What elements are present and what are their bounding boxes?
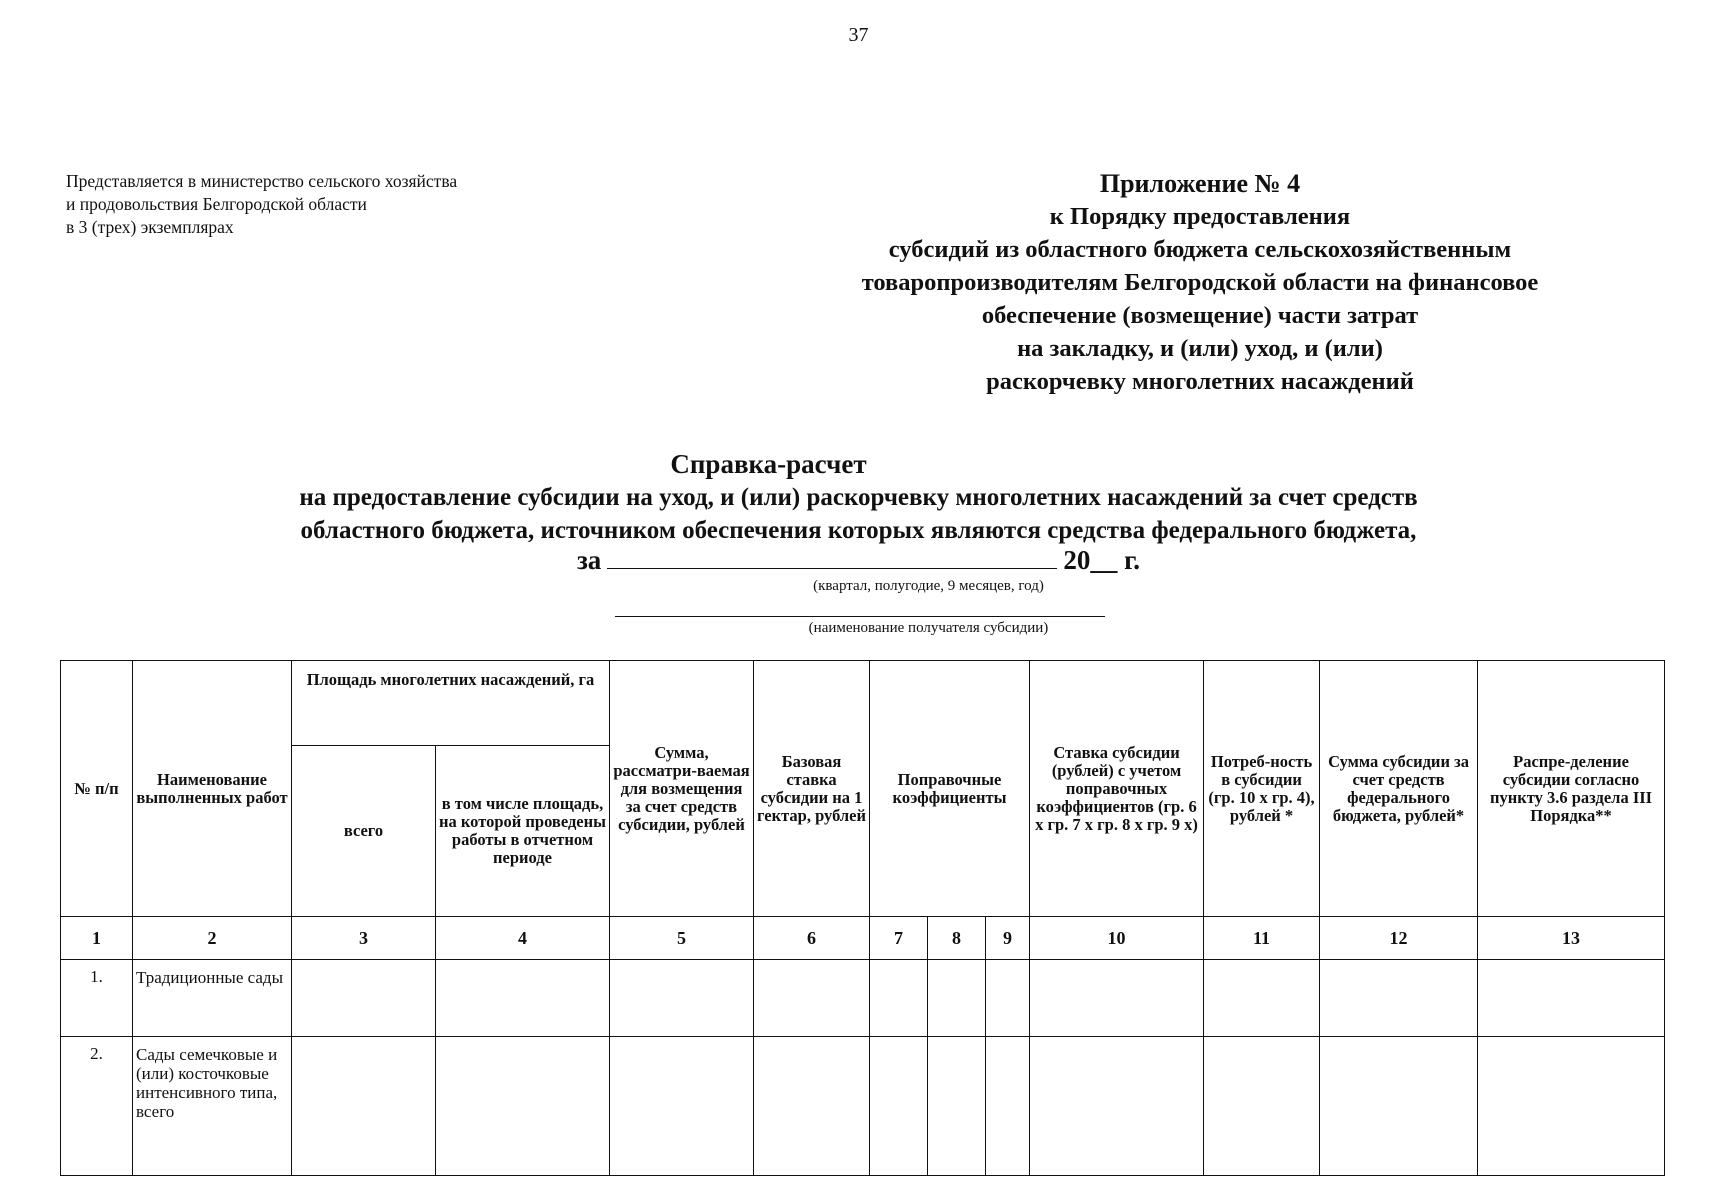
table-cell[interactable] — [986, 960, 1030, 1037]
table-cell[interactable] — [870, 1037, 928, 1176]
column-number: 9 — [986, 917, 1030, 960]
page-number: 37 — [848, 24, 869, 46]
title-main: Справка-расчет — [670, 449, 867, 479]
column-number: 12 — [1320, 917, 1478, 960]
header-num: № п/п — [61, 661, 133, 917]
table-cell[interactable] — [1478, 960, 1665, 1037]
column-number: 10 — [1030, 917, 1204, 960]
document-title — [0, 448, 1717, 547]
header-adjusted-rate: Ставка субсидии (рублей) с учетом поправочных коэффициентов (гр. 6 х гр. 7 х гр. 8 х гр. 9 х) — [1030, 661, 1204, 917]
table-header-row — [61, 661, 1665, 746]
row-work-name: Традиционные сады — [133, 960, 292, 1037]
header-area-total: всего — [292, 746, 436, 917]
header-work-name: Наименование выполненных работ — [133, 661, 292, 917]
appendix-title: Приложение № 4 — [1099, 169, 1301, 198]
title-line: на предоставление субсидии на уход, и (или) раскорчевку многолетних насаждений за счет средств — [299, 484, 1418, 511]
column-number: 4 — [436, 917, 610, 960]
header-area-worked: в том числе площадь, на которой проведены работы в отчетном периоде — [436, 746, 610, 917]
table-cell[interactable] — [870, 960, 928, 1037]
table-cell[interactable] — [436, 960, 610, 1037]
table-cell[interactable] — [610, 960, 754, 1037]
table-cell[interactable] — [986, 1037, 1030, 1176]
column-number: 1 — [61, 917, 133, 960]
row-number: 2. — [61, 1037, 133, 1176]
calculation-table — [60, 660, 1665, 1176]
column-number-row — [61, 917, 1665, 960]
header-federal-sum: Сумма субсидии за счет средств федерального бюджета, рублей* — [1320, 661, 1478, 917]
recipient-hint: (наименование получателя субсидии) — [808, 620, 1049, 636]
appendix-line: товаропроизводителям Белгородской области на финансовое — [861, 269, 1539, 296]
period-prefix: за — [576, 545, 602, 575]
table-cell[interactable] — [1478, 1037, 1665, 1176]
table-cell[interactable] — [292, 1037, 436, 1176]
column-number: 8 — [928, 917, 986, 960]
sender-note — [66, 170, 666, 239]
appendix-line: на закладку, и (или) уход, и (или) — [1017, 335, 1383, 362]
table-cell[interactable] — [1204, 960, 1320, 1037]
column-number: 11 — [1204, 917, 1320, 960]
header-base-rate: Базовая ставка субсидии на 1 гектар, рублей — [754, 661, 870, 917]
header-sum-considered: Сумма, рассматри-ваемая для возмещения за счет средств субсидии, рублей — [610, 661, 754, 917]
table-cell[interactable] — [754, 960, 870, 1037]
table-cell[interactable] — [928, 1037, 986, 1176]
sender-note-line: Представляется в министерство сельского хозяйства — [66, 171, 458, 191]
column-number: 6 — [754, 917, 870, 960]
column-number: 3 — [292, 917, 436, 960]
column-number: 13 — [1478, 917, 1665, 960]
column-number: 2 — [133, 917, 292, 960]
appendix-line: субсидий из областного бюджета сельскохозяйственным — [888, 236, 1512, 263]
table-cell[interactable] — [436, 1037, 610, 1176]
table-cell[interactable] — [292, 960, 436, 1037]
table-row — [61, 960, 1665, 1037]
period-blank-field[interactable] — [607, 544, 1057, 569]
table-cell[interactable] — [754, 1037, 870, 1176]
table-cell[interactable] — [1320, 1037, 1478, 1176]
appendix-header — [700, 167, 1700, 398]
appendix-line: раскорчевку многолетних насаждений — [986, 368, 1414, 395]
table-cell[interactable] — [1030, 1037, 1204, 1176]
table-cell[interactable] — [1320, 960, 1478, 1037]
sender-note-line: в 3 (трех) экземплярах — [66, 217, 234, 237]
table-cell[interactable] — [928, 960, 986, 1037]
table-cell[interactable] — [1204, 1037, 1320, 1176]
header-need: Потреб-ность в субсидии (гр. 10 х гр. 4), рублей * — [1204, 661, 1320, 917]
row-work-name: Сады семечковые и (или) косточковые интенсивного типа, всего — [133, 1037, 292, 1176]
header-coefficients: Поправочные коэффициенты — [870, 661, 1030, 917]
appendix-line: обеспечение (возмещение) части затрат — [981, 302, 1419, 329]
recipient-blank-field[interactable] — [615, 616, 1105, 617]
header-distribution: Распре-деление субсидии согласно пункту 3.6 раздела III Порядка** — [1478, 661, 1665, 917]
table-row — [61, 1037, 1665, 1176]
column-number: 5 — [610, 917, 754, 960]
period-suffix: 20__ г. — [1063, 545, 1141, 575]
sender-note-line: и продовольствия Белгородской области — [66, 194, 367, 214]
row-number: 1. — [61, 960, 133, 1037]
period-line — [0, 544, 1717, 576]
table-cell[interactable] — [1030, 960, 1204, 1037]
table-cell[interactable] — [610, 1037, 754, 1176]
header-area-group: Площадь многолетних насаждений, га — [292, 661, 610, 746]
period-hint: (квартал, полугодие, 9 месяцев, год) — [813, 578, 1044, 594]
appendix-line: к Порядку предоставления — [1049, 203, 1351, 230]
column-number: 7 — [870, 917, 928, 960]
title-line: областного бюджета, источником обеспечения которых являются средства федерального бюджета, — [300, 517, 1417, 544]
